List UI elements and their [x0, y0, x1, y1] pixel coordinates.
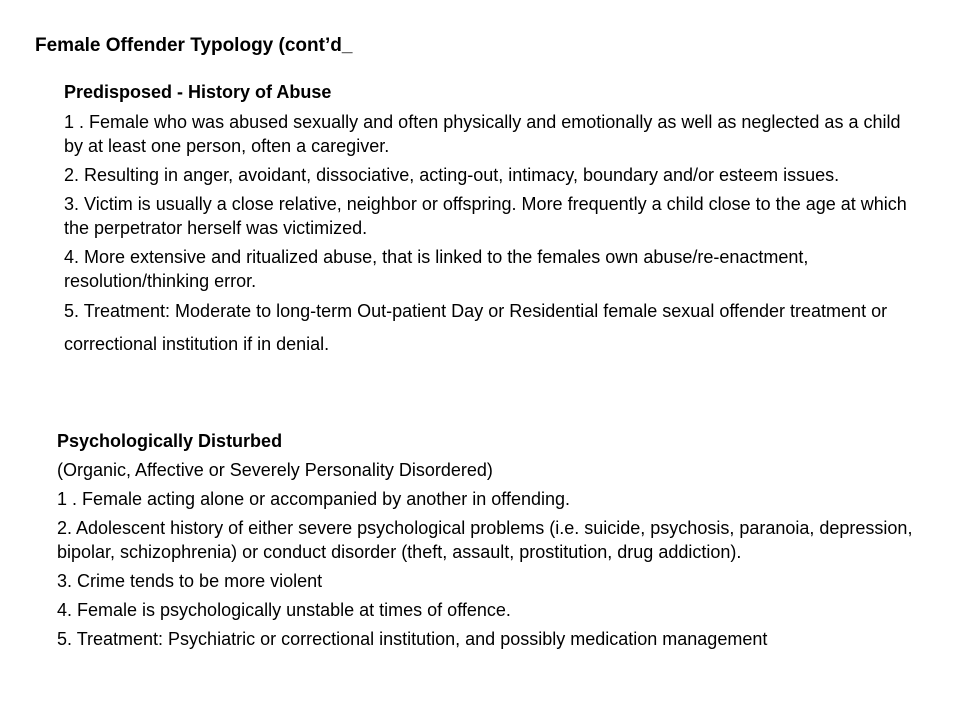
list-item: 3. Victim is usually a close relative, neighbor or offspring. More frequently a child close to the age at which the perpetrator herself was victimized. — [64, 194, 907, 238]
list-item: 3. Crime tends to be more violent — [57, 571, 323, 591]
list-item: 1 . Female acting alone or accompanied by another in offending. — [57, 489, 570, 509]
disturbed-section — [57, 429, 937, 656]
predisposed-section — [64, 80, 924, 366]
slide-title: Female Offender Typology (cont’d_ — [35, 35, 353, 56]
list-item: 4. Female is psychologically unstable at times of offence. — [57, 600, 511, 620]
section-heading: Psychologically Disturbed — [57, 431, 283, 451]
list-item: 2. Adolescent history of either severe psychological problems (i.e. suicide, psychosis, paranoia, depression, bipolar, schizophrenia) or conduct disorder (theft, assault, prostitution, drug addiction). — [57, 518, 913, 562]
list-item: 5. Treatment: Moderate to long-term Out-patient Day or Residential female sexual offender treatment or correctional institution if in denial. — [64, 301, 888, 354]
list-item: 2. Resulting in anger, avoidant, dissociative, acting-out, intimacy, boundary and/or esteem issues. — [64, 165, 840, 185]
list-item: 1 . Female who was abused sexually and often physically and emotionally as well as neglected as a child by at least one person, often a caregiver. — [64, 112, 901, 156]
list-item: 5. Treatment: Psychiatric or correctional institution, and possibly medication management — [57, 629, 768, 649]
section-subheading: (Organic, Affective or Severely Personality Disordered) — [57, 460, 493, 480]
list-item: 4. More extensive and ritualized abuse, that is linked to the females own abuse/re-enactment, resolution/thinking error. — [64, 247, 809, 291]
section-heading: Predisposed - History of Abuse — [64, 82, 332, 102]
